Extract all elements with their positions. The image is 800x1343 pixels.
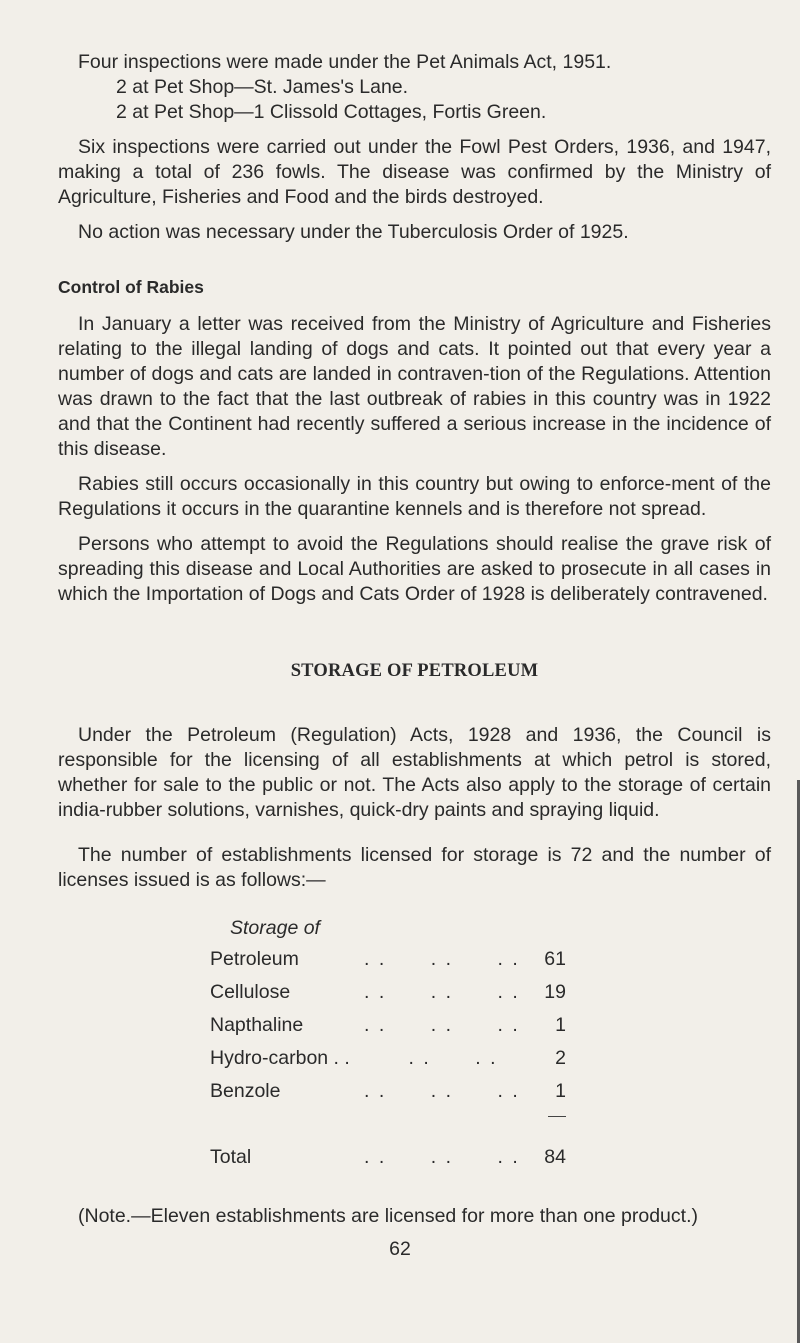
row-label: Napthaline — [210, 1014, 304, 1036]
table-caption: Storage of — [230, 917, 320, 939]
table-row — [210, 976, 566, 1009]
table-row — [210, 1009, 566, 1042]
row-leader-dots: . . . . . . — [364, 1014, 520, 1036]
rabies-paragraph-1: In January a letter was received from the Ministry of Agriculture and Fisheries relating to the illegal landing of dogs and cats. It pointed out that every year a number of dogs and cats are landed in contraven-tion of the Regulations. Attention was drawn to the fact that the last outbreak of rabies in this country was in 1922 and that the Continent had recently suffered a serious increase in the incidence of this disease. — [58, 313, 771, 460]
total-value: 84 — [544, 1146, 566, 1168]
table-row — [210, 1075, 566, 1108]
row-leader-dots: . . . . . . — [364, 948, 520, 970]
total-row — [210, 1141, 566, 1174]
total-rule-row — [210, 1108, 566, 1141]
row-leader-dots: . . . . . . — [364, 1080, 520, 1102]
total-leader-dots: . . . . . . — [364, 1146, 520, 1168]
row-value: 2 — [555, 1047, 566, 1069]
tuberculosis-paragraph: No action was necessary under the Tuberculosis Order of 1925. — [78, 221, 629, 243]
rabies-paragraph-3: Persons who attempt to avoid the Regulations should realise the grave risk of spreading this disease and Local Authorities are asked to prosecute in all cases in which the Importation of Dogs and Cats Order of 1928 is deliberately contravened. — [58, 533, 771, 605]
licence-note: (Note.—Eleven establishments are licensed for more than one product.) — [78, 1205, 698, 1227]
total-rule — [548, 1116, 566, 1117]
page-number: 62 — [389, 1238, 411, 1260]
row-value: 1 — [555, 1080, 566, 1102]
row-value: 1 — [555, 1014, 566, 1036]
pet-shop-item: 2 at Pet Shop—St. James's Lane. — [116, 76, 409, 98]
fowl-pest-paragraph: Six inspections were carried out under the Fowl Pest Orders, 1936, and 1947, making a total of 236 fowls. The disease was confirmed by the Ministry of Agriculture, Fisheries and Food and the birds destroyed. — [58, 136, 771, 208]
petroleum-heading: STORAGE OF PETROLEUM — [290, 661, 539, 681]
row-label: Petroleum — [210, 948, 299, 970]
row-leader-dots: . . . . . . — [364, 981, 520, 1003]
petroleum-paragraph-2: The number of establishments licensed for storage is 72 and the number of licenses issued is as follows:— — [58, 844, 771, 891]
total-label: Total — [210, 1146, 252, 1168]
row-label: Cellulose — [210, 981, 291, 1003]
row-label: Hydro-carbon . . — [210, 1047, 350, 1069]
pet-animals-intro: Four inspections were made under the Pet Animals Act, 1951. — [78, 51, 612, 73]
rabies-heading: Control of Rabies — [58, 277, 204, 297]
petroleum-paragraph-1: Under the Petroleum (Regulation) Acts, 1928 and 1936, the Council is responsible for the licensing of all establishments at which petrol is stored, whether for sale to the public or not. The Acts also apply to the storage of certain india-rubber solutions, varnishes, quick-dry paints and spraying liquid. — [58, 724, 771, 821]
rabies-paragraph-2: Rabies still occurs occasionally in this country but owing to enforce-ment of the Regulations it occurs in the quarantine kennels and is therefore not spread. — [58, 473, 771, 520]
row-value: 61 — [544, 948, 566, 970]
storage-table — [210, 943, 566, 1174]
pet-shop-item: 2 at Pet Shop—1 Clissold Cottages, Fortis Green. — [116, 101, 547, 123]
row-label: Benzole — [210, 1080, 281, 1102]
row-value: 19 — [544, 981, 566, 1003]
document-page — [58, 50, 771, 1229]
table-row — [210, 943, 566, 976]
row-leader-dots: . . . . — [364, 1047, 498, 1069]
table-row — [210, 1042, 566, 1075]
